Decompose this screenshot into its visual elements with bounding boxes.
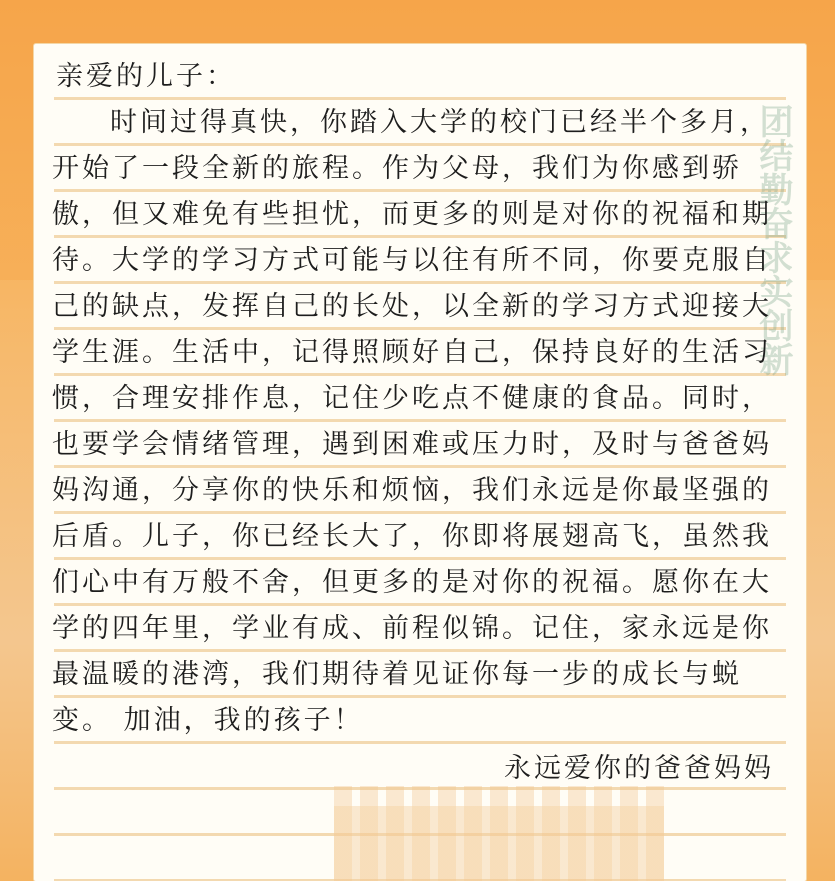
letter-line: 学生涯。生活中，记得照顾好自己，保持良好的生活习 xyxy=(52,337,772,368)
campus-building-illustration xyxy=(334,786,664,881)
letter-line: 妈沟通，分享你的快乐和烦恼，我们永远是你最坚强的 xyxy=(52,475,772,506)
letter-line: 待。大学的学习方式可能与以往有所不同，你要克服自 xyxy=(52,245,772,276)
letter-line: 最温暖的港湾，我们期待着见证你每一步的成长与蜕 xyxy=(52,659,742,690)
letter-line: 变。 加油，我的孩子！ xyxy=(52,705,364,736)
letter-line: 学的四年里，学业有成、前程似锦。记住，家永远是你 xyxy=(52,613,772,644)
letter-line: 也要学会情绪管理，遇到困难或压力时，及时与爸爸妈 xyxy=(52,429,772,460)
letter-body xyxy=(52,54,788,792)
background-decoration-right xyxy=(805,280,835,881)
letter-paper xyxy=(34,44,806,881)
letter-line: 时间过得真快，你踏入大学的校门已经半个多月， xyxy=(110,107,770,138)
letter-greeting: 亲爱的儿子： xyxy=(56,61,236,92)
letter-signature: 永远爱你的爸爸妈妈 xyxy=(504,753,774,784)
letter-line: 后盾。儿子，你已经长大了，你即将展翅高飞，虽然我 xyxy=(52,521,772,552)
background-decoration-left xyxy=(0,280,34,881)
letter-line: 惯，合理安排作息，记住少吃点不健康的食品。同时， xyxy=(52,383,772,414)
motto-watermark: 团结勤奋求实创新 xyxy=(753,104,793,376)
letter-line: 己的缺点，发挥自己的长处，以全新的学习方式迎接大 xyxy=(52,291,772,322)
letter-line: 们心中有万般不舍，但更多的是对你的祝福。愿你在大 xyxy=(52,567,772,598)
letter-line: 傲，但又难免有些担忧，而更多的则是对你的祝福和期 xyxy=(52,199,772,230)
letter-line: 开始了一段全新的旅程。作为父母，我们为你感到骄 xyxy=(52,153,742,184)
